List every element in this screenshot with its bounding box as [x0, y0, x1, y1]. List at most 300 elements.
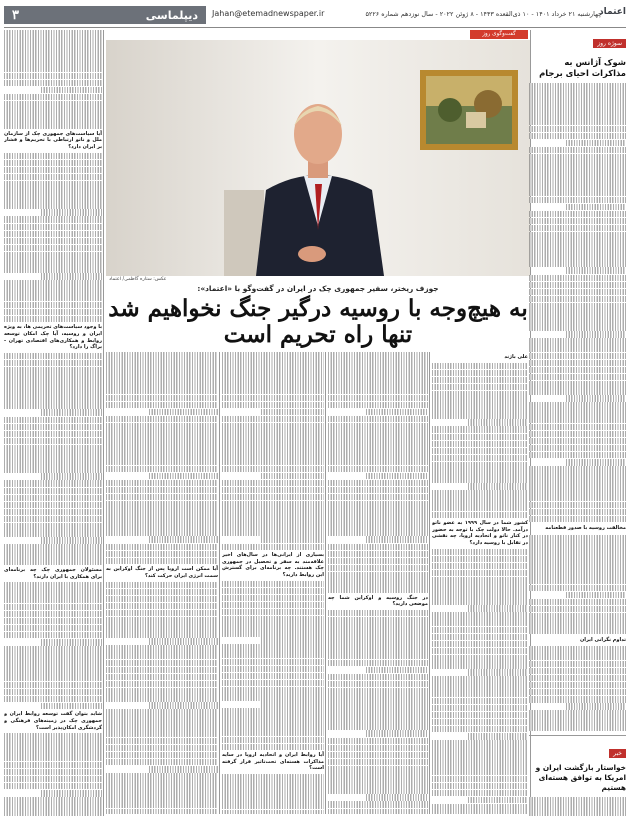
text-line — [432, 719, 528, 726]
text-line — [432, 619, 528, 626]
text-line — [4, 589, 102, 596]
text-line — [106, 809, 218, 815]
byline: علی باژند — [504, 354, 528, 360]
headline-line-1: به هیچ‌وجه با روسیه درگیر جنگ نخواهیم شد — [108, 295, 528, 322]
text-line — [4, 762, 102, 769]
text-line — [222, 522, 324, 529]
text-line — [328, 787, 428, 794]
section-tab — [4, 6, 206, 24]
text-line — [106, 787, 218, 794]
text-line — [222, 480, 324, 487]
text-line — [4, 259, 102, 266]
text-line — [222, 352, 324, 359]
text-line — [328, 501, 428, 508]
text-line — [529, 466, 626, 473]
text-line — [529, 646, 626, 653]
text-line — [4, 101, 102, 108]
text-line — [529, 535, 626, 542]
text-line — [328, 451, 428, 458]
text-line — [366, 667, 428, 674]
text-line — [261, 637, 324, 644]
text-line — [4, 44, 102, 51]
text-line — [4, 604, 102, 611]
text-line — [529, 409, 626, 416]
text-line — [432, 434, 528, 441]
text-line — [432, 455, 528, 462]
text-line — [529, 717, 626, 724]
text-line — [222, 788, 324, 795]
text-line — [106, 395, 218, 402]
text-line — [529, 797, 626, 804]
left-text — [4, 30, 102, 129]
text-line — [529, 445, 626, 452]
text-line — [529, 811, 626, 816]
text-line — [4, 167, 102, 174]
text-line — [432, 584, 528, 591]
text-line — [4, 611, 102, 618]
text-line — [4, 502, 102, 509]
text-line — [41, 273, 102, 280]
text-line — [222, 387, 324, 394]
text-line — [4, 309, 102, 316]
text-line — [529, 275, 626, 282]
text-line — [106, 780, 218, 787]
text-line — [328, 723, 428, 730]
text-line — [4, 181, 102, 188]
text-line — [222, 451, 324, 458]
text-line — [529, 360, 626, 367]
text-line — [222, 795, 324, 802]
text-line — [432, 462, 528, 469]
text-line — [529, 260, 626, 267]
text-line — [106, 716, 218, 723]
text-line — [4, 551, 102, 558]
text-line — [222, 810, 324, 815]
page-header — [4, 6, 626, 24]
text-line — [222, 581, 324, 588]
text-line — [328, 610, 428, 617]
text-line — [4, 811, 102, 816]
text-line — [529, 289, 626, 296]
text-line — [432, 504, 528, 511]
text-line — [149, 702, 218, 709]
text-line — [4, 797, 102, 804]
text-line — [529, 211, 626, 218]
text-line — [4, 51, 102, 58]
text-line — [4, 653, 102, 660]
text-line — [106, 596, 218, 603]
text-line — [366, 473, 428, 480]
text-line — [468, 419, 528, 426]
text-line — [4, 381, 102, 388]
text-line — [529, 613, 626, 620]
text-line — [432, 662, 528, 669]
text-line — [328, 359, 428, 366]
text-line — [4, 438, 102, 445]
article-column-2 — [328, 352, 428, 814]
text-line — [106, 416, 218, 423]
text-line — [222, 544, 324, 551]
text-line — [222, 430, 324, 437]
article-column-3 — [222, 352, 324, 814]
text-line — [328, 652, 428, 659]
text-line — [4, 544, 102, 551]
text-line — [4, 431, 102, 438]
text-line — [432, 641, 528, 648]
text-line — [222, 737, 324, 744]
text-line — [4, 747, 102, 754]
text-line — [529, 696, 626, 703]
text-line — [328, 458, 428, 465]
text-line — [106, 681, 218, 688]
text-line — [529, 606, 626, 613]
text-line — [106, 480, 218, 487]
text-line — [432, 512, 528, 519]
text-line — [432, 790, 528, 797]
left-text — [4, 153, 102, 323]
text-line — [4, 353, 102, 360]
text-line — [106, 589, 218, 596]
text-line — [529, 154, 626, 161]
text-line — [106, 603, 218, 610]
text-line — [328, 444, 428, 451]
text-line — [106, 610, 218, 617]
text-line — [222, 529, 324, 536]
text-line — [328, 745, 428, 752]
text-line — [432, 412, 528, 419]
text-line — [328, 522, 428, 529]
text-line — [328, 565, 428, 572]
column-text — [328, 610, 428, 814]
text-line — [328, 780, 428, 787]
text-line — [529, 197, 626, 204]
column-rule — [429, 352, 430, 814]
text-line — [222, 781, 324, 788]
text-line — [106, 801, 218, 808]
text-line — [222, 494, 324, 501]
text-line — [4, 238, 102, 245]
text-line — [566, 140, 626, 147]
text-line — [222, 501, 324, 508]
text-line — [529, 577, 626, 584]
text-line — [328, 423, 428, 430]
text-line — [4, 523, 102, 530]
text-line — [4, 94, 102, 101]
text-line — [328, 709, 428, 716]
text-line — [529, 296, 626, 303]
text-line — [222, 630, 324, 637]
text-line — [106, 451, 218, 458]
text-line — [4, 316, 102, 323]
text-line — [222, 687, 324, 694]
text-line — [4, 374, 102, 381]
photo-caption — [106, 276, 530, 284]
text-line — [366, 794, 428, 801]
text-line — [4, 302, 102, 309]
text-line — [106, 709, 218, 716]
text-line — [432, 612, 528, 619]
text-line — [529, 487, 626, 494]
text-line — [4, 80, 102, 87]
text-line — [222, 595, 324, 602]
text-line — [328, 631, 428, 638]
text-line — [529, 585, 626, 592]
headline-line-2: تنها راه تحریم است — [223, 321, 413, 348]
text-line — [529, 556, 626, 563]
text-line — [149, 409, 218, 416]
text-line — [432, 683, 528, 690]
text-line — [432, 591, 528, 598]
text-line — [106, 730, 218, 737]
sidebar-tag: سوژه روز — [593, 39, 626, 48]
text-line — [432, 754, 528, 761]
text-line — [529, 175, 626, 182]
text-line — [149, 638, 218, 645]
text-line — [529, 118, 626, 125]
text-line — [4, 174, 102, 181]
text-line — [328, 515, 428, 522]
text-line — [106, 773, 218, 780]
text-line — [432, 804, 528, 811]
left-text — [4, 353, 102, 565]
text-line — [4, 488, 102, 495]
text-line — [529, 83, 626, 90]
question-2: در جنگ روسیه و اوکراین شما چه موضعی دارید؟ — [328, 594, 428, 608]
left-continuation-column — [4, 30, 102, 816]
text-line — [4, 216, 102, 223]
text-line — [566, 592, 626, 599]
text-line — [529, 710, 626, 717]
left-subhead-3: مسئولان جمهوری چک چه برنامه‌ای برای همکاری با ایران دارند؟ — [4, 567, 102, 580]
text-line — [529, 388, 626, 395]
text-line — [4, 231, 102, 238]
text-line — [4, 495, 102, 502]
text-line — [222, 744, 324, 751]
text-line — [4, 660, 102, 667]
text-line — [328, 352, 428, 359]
text-line — [4, 459, 102, 466]
text-line — [106, 759, 218, 766]
text-line — [529, 668, 626, 675]
text-line — [328, 387, 428, 394]
text-line — [222, 651, 324, 658]
text-line — [366, 409, 428, 416]
text-line — [106, 645, 218, 652]
text-line — [261, 536, 324, 543]
text-line — [4, 618, 102, 625]
sidebar-news — [529, 30, 626, 816]
page-number: ۳ — [12, 7, 19, 23]
text-line — [222, 729, 324, 736]
sidebar-text — [529, 83, 626, 522]
text-line — [41, 703, 102, 710]
text-line — [222, 715, 324, 722]
text-line — [4, 733, 102, 740]
text-line — [222, 694, 324, 701]
section-name: دیپلماسی — [145, 8, 198, 22]
text-line — [222, 380, 324, 387]
text-line — [106, 617, 218, 624]
text-line — [432, 698, 528, 705]
text-line — [529, 438, 626, 445]
text-line — [432, 469, 528, 476]
text-line — [261, 701, 324, 708]
text-line — [222, 395, 324, 402]
text-line — [432, 405, 528, 412]
text-line — [432, 563, 528, 570]
sidebar-subhead-2: تداوم نگرانی ایران — [580, 636, 626, 643]
text-line — [328, 494, 428, 501]
text-line — [222, 708, 324, 715]
text-line — [432, 426, 528, 433]
photo-credit: عکس: ستاره گاظمی/ اعتماد — [109, 277, 167, 282]
text-line — [41, 409, 102, 416]
text-line — [328, 660, 428, 667]
question-5: آیا ممکن است اروپا پس از جنگ اوکراین به سمت انرژی ایران حرکت کند؟ — [106, 566, 218, 579]
text-line — [432, 705, 528, 712]
text-line — [328, 688, 428, 695]
text-line — [106, 674, 218, 681]
text-line — [432, 570, 528, 577]
column-text — [106, 582, 218, 815]
question-4: آیا روابط ایران و اتحادیه اروپا در سایه مذاکرات هسته‌ای تحت‌تاثیر قرار گرفته است؟ — [222, 752, 324, 772]
text-line — [529, 804, 626, 811]
text-line — [529, 627, 626, 634]
website-address[interactable]: Jahan@etemadnewspaper.ir — [212, 9, 325, 18]
text-line — [529, 133, 626, 140]
text-line — [222, 402, 324, 409]
text-line — [41, 639, 102, 646]
text-line — [4, 58, 102, 65]
text-line — [106, 738, 218, 745]
text-line — [529, 232, 626, 239]
text-line — [106, 444, 218, 451]
text-line — [529, 324, 626, 331]
text-line — [432, 370, 528, 377]
text-line — [106, 458, 218, 465]
text-line — [328, 674, 428, 681]
text-line — [4, 674, 102, 681]
text-line — [468, 733, 528, 740]
text-line — [222, 515, 324, 522]
text-line — [106, 402, 218, 409]
text-line — [328, 738, 428, 745]
sidebar-text — [529, 646, 626, 731]
text-line — [222, 588, 324, 595]
text-line — [529, 189, 626, 196]
text-line — [4, 530, 102, 537]
text-line — [41, 87, 102, 94]
column-text — [432, 363, 528, 519]
text-line — [529, 147, 626, 154]
text-line — [106, 487, 218, 494]
left-text — [4, 582, 102, 709]
text-line — [468, 797, 528, 804]
text-line — [432, 726, 528, 733]
text-line — [106, 752, 218, 759]
text-line — [529, 90, 626, 97]
text-line — [468, 669, 528, 676]
text-line — [4, 769, 102, 776]
text-line — [529, 246, 626, 253]
text-line — [222, 774, 324, 781]
text-line — [529, 424, 626, 431]
text-line — [529, 416, 626, 423]
text-line — [4, 632, 102, 639]
text-line — [328, 759, 428, 766]
text-line — [432, 398, 528, 405]
text-line — [222, 644, 324, 651]
text-line — [4, 294, 102, 301]
text-line — [222, 458, 324, 465]
text-line — [328, 752, 428, 759]
text-line — [529, 374, 626, 381]
text-line — [529, 620, 626, 627]
text-line — [4, 509, 102, 516]
text-line — [328, 572, 428, 579]
text-line — [529, 303, 626, 310]
column-rule — [219, 352, 220, 814]
text-line — [4, 445, 102, 452]
text-line — [529, 225, 626, 232]
text-line — [432, 740, 528, 747]
text-line — [4, 689, 102, 696]
text-line — [432, 556, 528, 563]
text-line — [222, 359, 324, 366]
text-line — [4, 696, 102, 703]
text-line — [4, 245, 102, 252]
text-line — [106, 508, 218, 515]
text-line — [4, 160, 102, 167]
text-line — [222, 466, 324, 473]
text-line — [328, 773, 428, 780]
text-line — [432, 655, 528, 662]
text-line — [4, 480, 102, 487]
text-line — [328, 373, 428, 380]
text-line — [328, 395, 428, 402]
text-line — [529, 689, 626, 696]
text-line — [529, 431, 626, 438]
text-line — [4, 424, 102, 431]
text-line — [432, 377, 528, 384]
text-line — [529, 675, 626, 682]
text-line — [222, 416, 324, 423]
text-line — [222, 602, 324, 609]
text-line — [328, 551, 428, 558]
text-line — [222, 437, 324, 444]
text-line — [328, 402, 428, 409]
text-line — [41, 790, 102, 797]
text-line — [222, 609, 324, 616]
text-line — [529, 168, 626, 175]
text-line — [106, 667, 218, 674]
text-line — [529, 111, 626, 118]
text-line — [4, 558, 102, 565]
text-line — [222, 722, 324, 729]
text-line — [222, 487, 324, 494]
sidebar-text — [529, 797, 626, 816]
text-line — [4, 367, 102, 374]
text-line — [222, 802, 324, 809]
text-line — [106, 582, 218, 589]
text-line — [529, 218, 626, 225]
text-line — [566, 267, 626, 274]
text-line — [4, 108, 102, 115]
text-line — [41, 209, 102, 216]
text-line — [432, 776, 528, 783]
text-line — [4, 195, 102, 202]
text-line — [529, 345, 626, 352]
